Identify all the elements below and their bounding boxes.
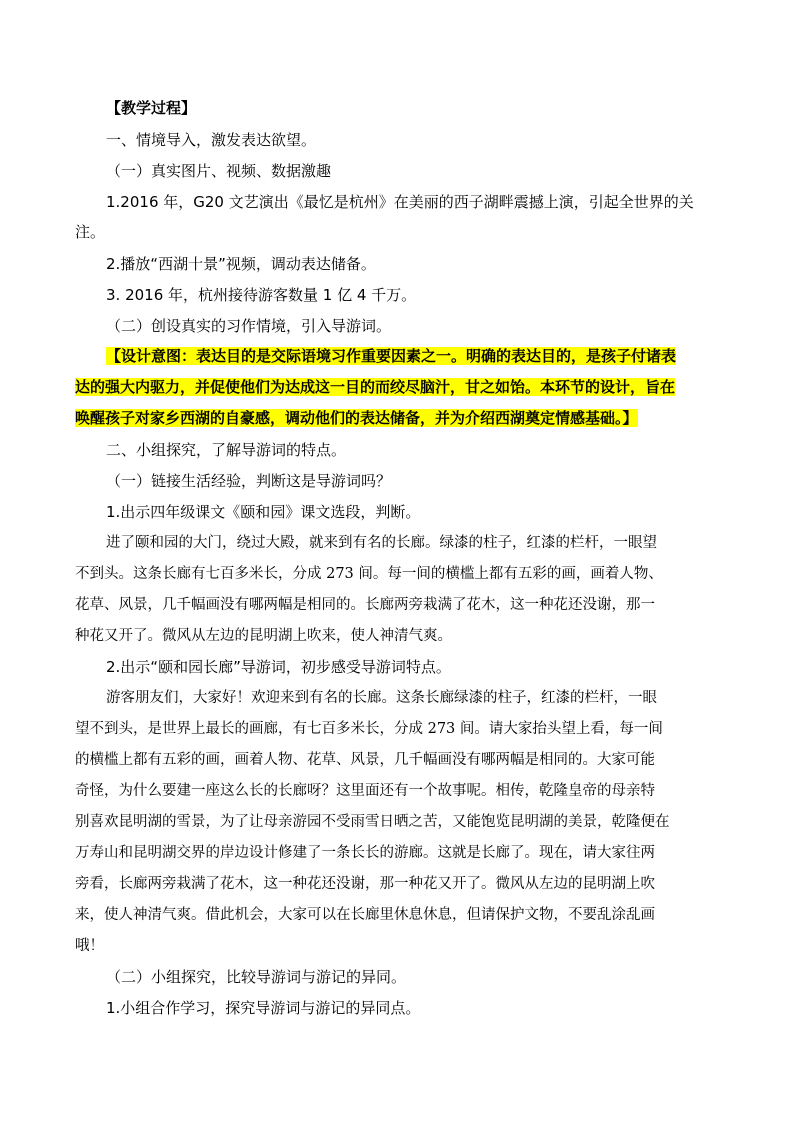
list-item: 1.出示四年级课文《颐和园》课文选段，判断。 <box>106 503 421 521</box>
design-intent-line <box>106 346 676 366</box>
guide-speech-line: 哦！ <box>75 938 104 954</box>
excerpt-line: 不到头。这条长廊有七百多米长，分成 273 间。每一间的横槛上都有五彩的画，画着人物、 <box>75 566 663 582</box>
list-item: 1.2016 年，G20 文艺演出《最忆是杭州》在美丽的西子湖畔震撼上演，引起全世界的关 <box>106 193 694 211</box>
guide-speech-line: 来，使人神清气爽。借此机会，大家可以在长廊里休息休息，但请保护文物，不要乱涂乱画 <box>75 907 655 923</box>
subsection-heading: （一）链接生活经验，判断这是导游词吗？ <box>106 472 392 490</box>
highlighted-text: 达的强大内驱力，并促使他们为达成这一目的而绞尽脑汁，甘之如饴。本环节的设计，旨在 <box>75 378 676 396</box>
subsection-heading: （一）真实图片、视频、数据激趣 <box>106 162 332 180</box>
section-title: 【教学过程】 <box>106 99 197 117</box>
list-item: 1.小组合作学习，探究导游词与游记的异同点。 <box>106 999 421 1017</box>
excerpt-line: 花草、风景，几千幅画没有哪两幅是相同的。长廊两旁栽满了花木，这一种花还没谢，那一 <box>75 597 655 613</box>
design-intent-line <box>75 377 675 397</box>
guide-speech-line: 奇怪，为什么要建一座这么长的长廊呀？这里面还有一个故事呢。相传，乾隆皇帝的母亲特 <box>75 783 655 799</box>
section-heading: 二、小组探究，了解导游词的特点。 <box>106 441 347 459</box>
guide-speech-line: 别喜欢昆明湖的雪景，为了让母亲游园不受雨雪日晒之苦，又能饱览昆明湖的美景，乾隆便在 <box>75 814 670 830</box>
excerpt-line: 进了颐和园的大门，绕过大殿，就来到有名的长廊。绿漆的柱子，红漆的栏杆，一眼望 <box>106 535 657 551</box>
guide-speech-line: 游客朋友们，大家好！欢迎来到有名的长廊。这条长廊绿漆的柱子，红漆的栏杆，一眼 <box>106 690 657 706</box>
subsection-heading: （二）创设真实的习作情境，引入导游词。 <box>106 317 392 335</box>
guide-speech-line: 万寿山和昆明湖交界的岸边设计修建了一条长长的游廊。这就是长廊了。现在，请大家往两 <box>75 845 655 861</box>
list-item-continuation: 注。 <box>75 223 106 241</box>
list-item: 2.出示“颐和园长廊”导游词，初步感受导游词特点。 <box>106 658 451 676</box>
list-item: 2.播放“西湖十景”视频，调动表达储备。 <box>106 255 376 273</box>
design-intent-line <box>75 408 638 428</box>
section-heading: 一、情境导入，激发表达欲望。 <box>106 131 317 149</box>
list-item: 3. 2016 年，杭州接待游客数量 1 亿 4 千万。 <box>106 286 417 304</box>
highlighted-text: 唤醒孩子对家乡西湖的自豪感，调动他们的表达储备，并为介绍西湖奠定情感基础。】 <box>75 409 638 427</box>
subsection-heading: （二）小组探究，比较导游词与游记的异同。 <box>106 968 407 986</box>
excerpt-line: 种花又开了。微风从左边的昆明湖上吹来，使人神清气爽。 <box>75 628 452 644</box>
highlighted-text: 【设计意图：表达目的是交际语境习作重要因素之一。明确的表达目的，是孩子付诸表 <box>106 347 677 365</box>
guide-speech-line: 望不到头，是世界上最长的画廊，有七百多米长，分成 273 间。请大家抬头望上看，每一间 <box>75 721 663 737</box>
guide-speech-line: 旁看，长廊两旁栽满了花木，这一种花还没谢，那一种花又开了。微风从左边的昆明湖上吹 <box>75 876 655 892</box>
guide-speech-line: 的横槛上都有五彩的画，画着人物、花草、风景，几千幅画没有哪两幅是相同的。大家可能 <box>75 752 655 768</box>
